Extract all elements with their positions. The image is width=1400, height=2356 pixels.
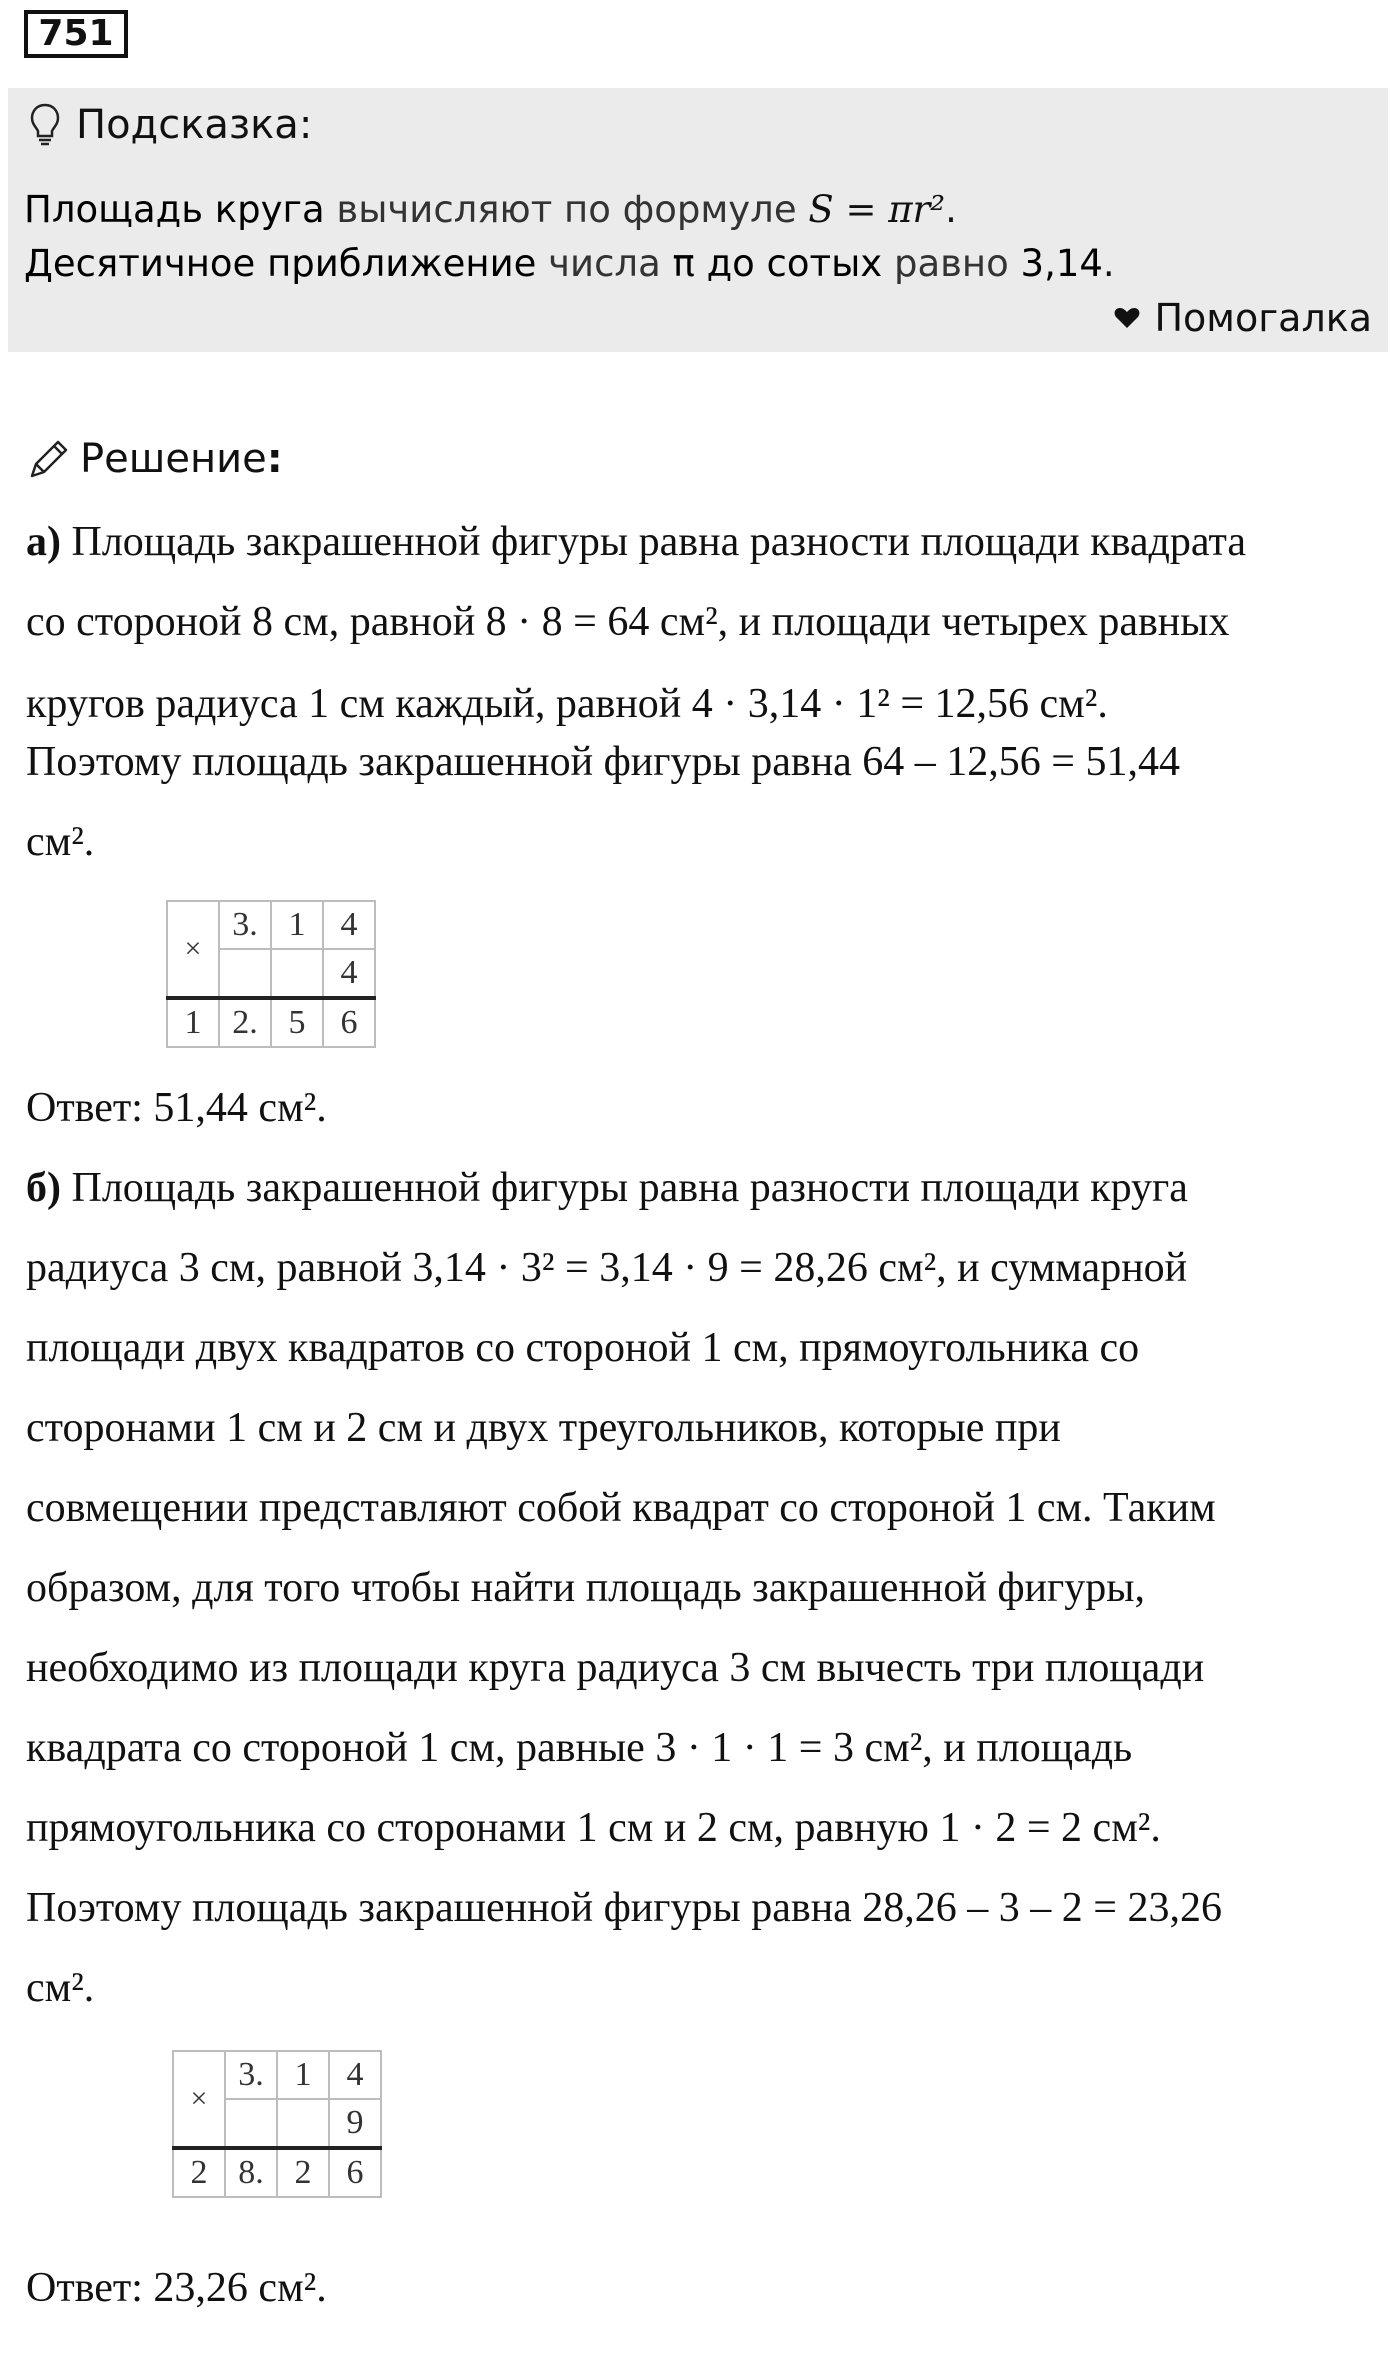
- operator: ×: [173, 2051, 225, 2148]
- digit-cell: [225, 2099, 277, 2148]
- hint-term: Площадь круга: [24, 188, 325, 231]
- text-line: Поэтому площадь закрашенной фигуры равна 64 – 12,56 = 51,44: [26, 739, 1180, 785]
- hint-term: π до сотых: [672, 242, 883, 285]
- text-line: [26, 518, 1246, 566]
- hint-punct: .: [945, 188, 957, 231]
- solution-header: [26, 436, 283, 482]
- answer-b: Ответ: 23,26 см².: [26, 2265, 327, 2311]
- digit-cell: [219, 949, 271, 998]
- digit-cell: 9: [329, 2099, 381, 2148]
- hint-punct: .: [1102, 242, 1115, 285]
- digit-cell: 4: [323, 949, 375, 998]
- text-span: Площадь закрашенной фигуры равна разности площади круга: [61, 1165, 1188, 1211]
- text-line: необходимо из площади круга радиуса 3 см вычесть три площади: [26, 1645, 1205, 1691]
- digit-cell: 4: [329, 2051, 381, 2099]
- text-line: совмещении представляют собой квадрат со стороной 1 см. Таким: [26, 1485, 1216, 1531]
- hint-text: числа: [536, 242, 673, 285]
- result-cell: 2: [173, 2148, 225, 2197]
- digit-cell: 3.: [225, 2051, 277, 2099]
- answer-a: Ответ: 51,44 см².: [26, 1085, 327, 1131]
- result-cell: 5: [271, 998, 323, 1047]
- text-span: Площадь закрашенной фигуры равна разности площади квадрата: [61, 519, 1246, 565]
- hint-box: [8, 88, 1388, 352]
- hint-line-2: [24, 242, 1115, 285]
- hint-title: Подсказка:: [76, 102, 313, 148]
- result-cell: 1: [167, 998, 219, 1047]
- multiplication-table-a: [166, 900, 376, 1048]
- text-line: [26, 1164, 1188, 1212]
- hint-text: равно: [882, 242, 1021, 285]
- text-line: площади двух квадратов со стороной 1 см, прямоугольника со: [26, 1325, 1140, 1371]
- text-line: кругов радиуса 1 см каждый, равной 4 · 3,14 · 1² = 12,56 см².: [26, 681, 1108, 727]
- text-line: прямоугольника со сторонами 1 см и 2 см, равную 1 · 2 = 2 см².: [26, 1805, 1161, 1851]
- solution-title: Решение: [80, 436, 267, 482]
- text-line: см².: [26, 1965, 95, 2011]
- digit-cell: [277, 2099, 329, 2148]
- digit-cell: 3.: [219, 901, 271, 949]
- brand-link[interactable]: [1114, 296, 1372, 340]
- solution-colon: :: [266, 436, 283, 482]
- text-line: см².: [26, 819, 95, 865]
- part-b-label: б): [26, 1165, 61, 1211]
- hint-header: [30, 102, 312, 148]
- text-line: квадрата со стороной 1 см, равные 3 · 1 · 1 = 3 см², и площадь: [26, 1725, 1133, 1771]
- result-cell: 2.: [219, 998, 271, 1047]
- hint-formula: S = πr²: [808, 188, 946, 231]
- heart-icon: [1114, 307, 1140, 329]
- digit-cell: 1: [277, 2051, 329, 2099]
- hint-line-1: [24, 188, 957, 231]
- part-a-label: а): [26, 519, 61, 565]
- task-number: 751: [24, 10, 128, 58]
- digit-cell: 1: [271, 901, 323, 949]
- operator: ×: [167, 901, 219, 998]
- text-line: со стороной 8 см, равной 8 · 8 = 64 см², и площади четырех равных: [26, 599, 1230, 645]
- text-line: радиуса 3 см, равной 3,14 · 3² = 3,14 · 9 = 28,26 см², и суммарной: [26, 1245, 1188, 1291]
- pencil-icon: [26, 436, 72, 482]
- hint-value: 3,14: [1020, 242, 1103, 285]
- result-cell: 6: [329, 2148, 381, 2197]
- brand-label[interactable]: Помогалка: [1154, 296, 1372, 340]
- digit-cell: [271, 949, 323, 998]
- text-line: Поэтому площадь закрашенной фигуры равна 28,26 – 3 – 2 = 23,26: [26, 1885, 1222, 1931]
- result-cell: 2: [277, 2148, 329, 2197]
- multiplication-table-b: [172, 2050, 382, 2198]
- digit-cell: 4: [323, 901, 375, 949]
- result-cell: 6: [323, 998, 375, 1047]
- hint-text: вычисляют по формуле: [324, 188, 809, 231]
- hint-term: Десятичное приближение: [24, 242, 537, 285]
- text-line: сторонами 1 см и 2 см и двух треугольников, которые при: [26, 1405, 1061, 1451]
- result-cell: 8.: [225, 2148, 277, 2197]
- lightbulb-icon: [30, 103, 60, 147]
- text-line: образом, для того чтобы найти площадь закрашенной фигуры,: [26, 1565, 1145, 1611]
